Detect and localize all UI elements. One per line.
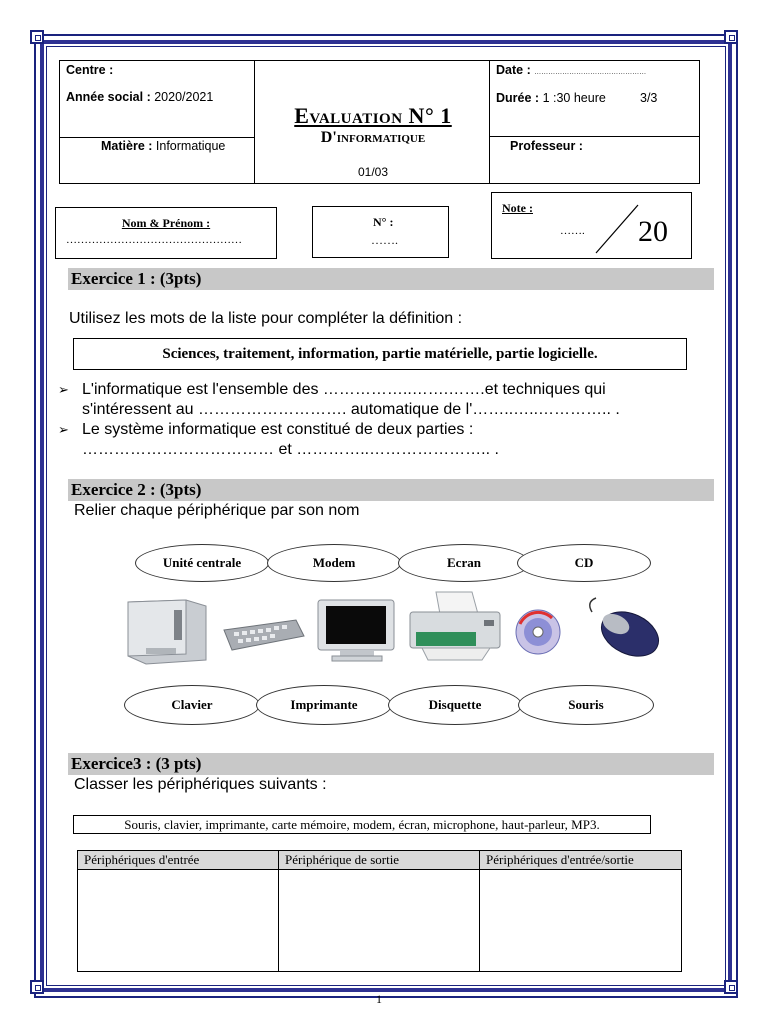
printer-icon <box>410 592 500 660</box>
device-images <box>100 588 680 668</box>
exercise-3-device-list: Souris, clavier, imprimante, carte mémoire, modem, écran, microphone, haut-parleur, MP3. <box>73 815 651 834</box>
professeur-label: Professeur : <box>510 139 583 153</box>
name-oval-disquette[interactable]: Disquette <box>388 685 522 725</box>
exercise-1-title: Exercice 1 : (3pts) <box>71 269 202 288</box>
annee-value: 2020/2021 <box>154 90 214 104</box>
cd-icon <box>516 610 560 654</box>
note-slash <box>592 201 642 256</box>
name-oval-modem[interactable]: Modem <box>267 544 401 582</box>
centre-label: Centre : <box>66 63 114 77</box>
annee-label: Année social : <box>66 90 151 104</box>
frame-corner-top-left <box>30 30 44 44</box>
answer-cell-input[interactable] <box>78 870 279 972</box>
note-total: 20 <box>638 215 668 248</box>
date-dots: ………………………………………… <box>534 69 647 76</box>
exercise-2-title: Exercice 2 : (3pts) <box>71 480 202 499</box>
header-table <box>59 60 700 184</box>
central-unit-icon <box>128 600 206 664</box>
column-header-output: Périphérique de sortie <box>279 851 480 870</box>
exercise-1-bullet-1-line-1: L'informatique est l'ensemble des ……………..…….…….et techniques qui <box>82 381 606 398</box>
numero-box[interactable] <box>312 206 449 258</box>
column-header-input: Périphériques d'entrée <box>78 851 279 870</box>
frame-corner-bottom-right <box>724 980 738 994</box>
exercise-2-header <box>68 479 714 501</box>
arrow-bullet-icon: ➢ <box>58 383 69 398</box>
matiere-field <box>101 139 225 153</box>
table-header-row <box>78 851 682 870</box>
page-reference: 01/03 <box>357 165 389 179</box>
date-field <box>496 63 646 77</box>
exercise-1-bullet-2-line-1: Le système informatique est constitué de deux parties : <box>82 421 474 438</box>
classification-table <box>77 850 682 972</box>
frame-corner-bottom-left <box>30 980 44 994</box>
evaluation-title: Evaluation N° 1 <box>294 103 452 128</box>
header-left-cell <box>60 61 255 183</box>
answer-cell-input-output[interactable] <box>480 870 682 972</box>
professeur-field <box>510 139 583 153</box>
page-number: 1 <box>376 992 382 1006</box>
nom-prenom-label: Nom & Prénom : <box>121 216 211 230</box>
exercise-1-word-list: Sciences, traitement, information, partie matérielle, partie logicielle. <box>73 338 687 370</box>
name-oval-cd[interactable]: CD <box>517 544 651 582</box>
duree-page: 3/3 <box>640 91 658 105</box>
arrow-bullet-icon: ➢ <box>58 423 69 438</box>
duree-field <box>496 91 606 105</box>
header-right-cell <box>489 61 699 183</box>
date-label: Date : <box>496 63 531 77</box>
annee-field <box>66 90 213 104</box>
duree-label: Durée : <box>496 91 540 105</box>
monitor-icon <box>318 600 394 661</box>
column-header-input-output: Périphériques d'entrée/sortie <box>480 851 682 870</box>
frame-corner-top-right <box>724 30 738 44</box>
numero-label: N° : <box>373 215 394 229</box>
table-answer-row[interactable] <box>78 870 682 972</box>
evaluation-subtitle: D'informatique <box>320 129 426 146</box>
exercise-3-instruction: Classer les périphériques suivants : <box>74 776 327 793</box>
exercise-1-instruction: Utilisez les mots de la liste pour compléter la définition : <box>69 310 463 327</box>
exercise-3-header <box>68 753 714 775</box>
name-oval-souris[interactable]: Souris <box>518 685 654 725</box>
name-oval-clavier[interactable]: Clavier <box>124 685 260 725</box>
name-oval-imprimante[interactable]: Imprimante <box>256 685 392 725</box>
exercise-1-header <box>68 268 714 290</box>
exercise-1-bullet-1-line-2: s'intéressent au ………………………. automatique de l'……..…..………….. . <box>82 401 620 418</box>
name-oval-unite-centrale[interactable]: Unité centrale <box>135 544 269 582</box>
nom-prenom-box[interactable] <box>55 207 277 259</box>
note-label: Note : <box>502 201 533 215</box>
note-dots: ……. <box>560 225 585 237</box>
exercise-1-bullet-2-line-2: ……………………………… et …………..………………….. . <box>82 441 499 458</box>
note-box[interactable] <box>491 192 692 259</box>
exercise-3-title: Exercice3 : (3 pts) <box>71 754 202 773</box>
name-oval-ecran[interactable]: Ecran <box>398 544 530 582</box>
matiere-label: Matière : <box>101 139 153 153</box>
answer-cell-output[interactable] <box>279 870 480 972</box>
centre-field <box>66 63 113 77</box>
keyboard-icon <box>224 620 304 650</box>
duree-value: 1 :30 heure <box>542 91 606 105</box>
mouse-icon <box>590 598 666 665</box>
matiere-value: Informatique <box>155 139 226 153</box>
nom-prenom-dots: ………………………………………… <box>66 234 242 246</box>
exercise-2-instruction: Relier chaque périphérique par son nom <box>74 502 360 519</box>
numero-dots: ……. <box>371 233 398 247</box>
